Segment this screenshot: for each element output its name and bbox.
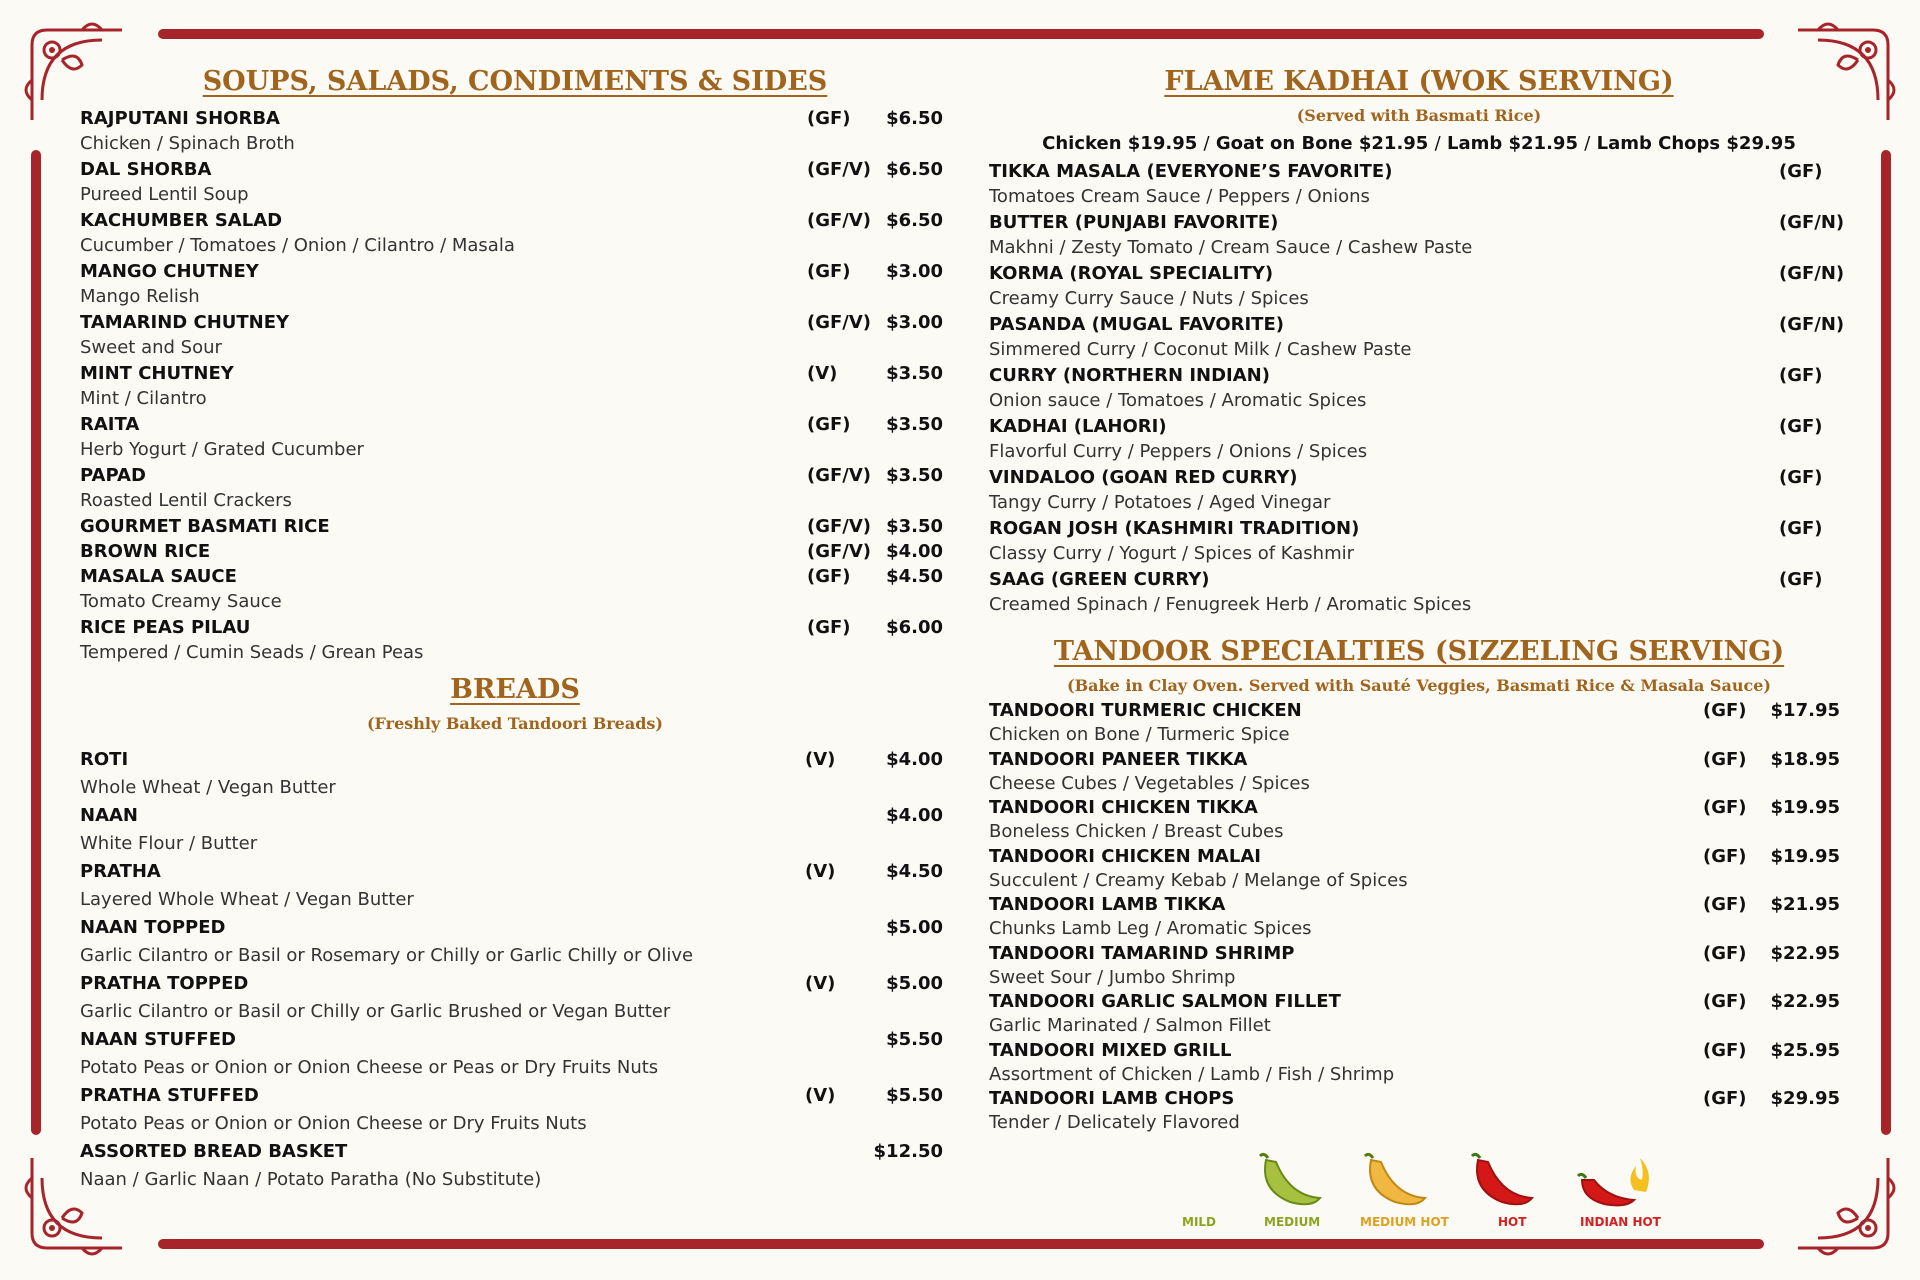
menu-item-diet-tag: (GF) xyxy=(1703,797,1747,818)
menu-item-diet-tag: (GF) xyxy=(1703,894,1747,915)
menu-item-diet-tag: (GF) xyxy=(807,566,851,587)
menu-item-name: KACHUMBER SALAD xyxy=(80,210,283,231)
menu-item-name: SAAG (GREEN CURRY) xyxy=(989,569,1210,590)
kadhai-section-title: FLAME KADHAI (WOK SERVING) xyxy=(1164,66,1674,97)
menu-item-name: PRATHA STUFFED xyxy=(80,1085,259,1106)
menu-item-price: $12.50 xyxy=(873,1141,943,1162)
menu-item-price: $4.00 xyxy=(886,749,943,770)
menu-item-name: TIKKA MASALA (EVERYONE’S FAVORITE) xyxy=(989,161,1393,182)
menu-item-description: Herb Yogurt / Grated Cucumber xyxy=(80,439,364,460)
menu-item-diet-tag: (GF) xyxy=(1703,942,1747,964)
menu-item-description: Flavorful Curry / Peppers / Onions / Spices xyxy=(989,441,1368,462)
frame-top-bar xyxy=(158,29,1764,39)
menu-item-name: PASANDA (MUGAL FAVORITE) xyxy=(989,314,1284,335)
menu-item-price: $19.95 xyxy=(1770,845,1840,867)
menu-item-diet-tag: (GF/V) xyxy=(807,516,872,537)
menu-item-description: White Flour / Butter xyxy=(80,833,258,854)
price-separator: / xyxy=(1584,133,1591,154)
menu-item-description: Potato Peas or Onion or Onion Cheese or Dry Fruits Nuts xyxy=(80,1113,587,1134)
kadhai-price-chicken: Chicken $19.95 xyxy=(1042,133,1198,154)
menu-item-diet-tag: (GF) xyxy=(1703,991,1747,1012)
menu-item-name: RAITA xyxy=(80,414,140,435)
menu-item-name: TANDOORI TURMERIC CHICKEN xyxy=(989,700,1302,721)
menu-item-name: MASALA SAUCE xyxy=(80,566,237,587)
menu-item-description: Garlic Cilantro or Basil or Chilly or Garlic Brushed or Vegan Butter xyxy=(80,1001,671,1022)
menu-item-description: Garlic Cilantro or Basil or Rosemary or Chilly or Garlic Chilly or Olive xyxy=(80,945,694,966)
menu-item-name: VINDALOO (GOAN RED CURRY) xyxy=(989,467,1298,488)
menu-item-name: TANDOORI GARLIC SALMON FILLET xyxy=(989,991,1341,1012)
menu-item-price: $5.50 xyxy=(886,1029,943,1050)
menu-item-diet-tag: (GF) xyxy=(807,261,851,282)
menu-item-diet-tag: (GF/V) xyxy=(807,159,872,180)
kadhai-price-lamb: Lamb $21.95 xyxy=(1446,133,1578,154)
menu-item-diet-tag: (GF) xyxy=(1779,569,1823,590)
menu-item-diet-tag: (GF/N) xyxy=(1779,263,1845,284)
menu-item-description: Layered Whole Wheat / Vegan Butter xyxy=(80,889,414,910)
menu-item-name: ROGAN JOSH (KASHMIRI TRADITION) xyxy=(989,518,1360,539)
menu-item-price: $6.00 xyxy=(886,617,943,638)
tandoor-section-title: TANDOOR SPECIALTIES (SIZZELING SERVING) xyxy=(1053,636,1785,667)
menu-item-description: Mint / Cilantro xyxy=(80,388,207,409)
spice-level-legend xyxy=(1160,1150,1680,1230)
menu-item-diet-tag: (GF) xyxy=(1779,365,1823,386)
menu-item-price: $5.50 xyxy=(886,1085,943,1106)
menu-item-price: $5.00 xyxy=(886,973,943,994)
menu-item-name: KORMA (ROYAL SPECIALITY) xyxy=(989,263,1274,284)
menu-item-diet-tag: (GF/N) xyxy=(1779,212,1845,233)
menu-item-diet-tag: (GF/V) xyxy=(807,541,872,562)
menu-item-price: $3.00 xyxy=(886,312,943,333)
menu-item-description: Tangy Curry / Potatoes / Aged Vinegar xyxy=(989,492,1331,513)
menu-item-description: Classy Curry / Yogurt / Spices of Kashmir xyxy=(989,543,1355,564)
menu-item-price: $5.00 xyxy=(886,917,943,938)
corner-ornament-icon xyxy=(22,1148,132,1258)
menu-item-price: $29.95 xyxy=(1770,1088,1840,1109)
menu-item-diet-tag: (GF) xyxy=(1703,1039,1747,1061)
menu-item-name: ASSORTED BREAD BASKET xyxy=(80,1141,348,1162)
menu-item-diet-tag: (GF) xyxy=(1779,161,1823,182)
menu-item-price: $22.95 xyxy=(1770,991,1840,1012)
menu-item-diet-tag: (V) xyxy=(805,973,836,994)
menu-item-price: $4.50 xyxy=(886,861,943,882)
kadhai-price-line xyxy=(989,133,1849,154)
menu-item-description: Chunks Lamb Leg / Aromatic Spices xyxy=(989,918,1312,939)
menu-item-description: Mango Relish xyxy=(80,286,200,307)
menu-item-diet-tag: (GF) xyxy=(1703,748,1747,770)
menu-item-price: $19.95 xyxy=(1770,797,1840,818)
menu-item-diet-tag: (V) xyxy=(807,363,838,384)
menu-item-description: Whole Wheat / Vegan Butter xyxy=(80,777,336,798)
menu-item-name: MANGO CHUTNEY xyxy=(80,261,259,282)
menu-item-name: PRATHA xyxy=(80,861,161,882)
menu-item-description: Naan / Garlic Naan / Potato Paratha (No Substitute) xyxy=(80,1169,542,1190)
menu-item-name: RICE PEAS PILAU xyxy=(80,617,251,638)
soups-section-title: SOUPS, SALADS, CONDIMENTS & SIDES xyxy=(202,66,828,97)
breads-section-title: BREADS xyxy=(450,674,580,705)
menu-item-description: Creamed Spinach / Fenugreek Herb / Aromatic Spices xyxy=(989,594,1472,615)
red-chili-icon xyxy=(1462,1150,1542,1210)
menu-item-price: $3.00 xyxy=(886,261,943,282)
menu-item-name: TANDOORI TAMARIND SHRIMP xyxy=(989,942,1295,964)
menu-item-description: Simmered Curry / Coconut Milk / Cashew Paste xyxy=(989,339,1412,360)
menu-item-description: Cucumber / Tomatoes / Onion / Cilantro / Masala xyxy=(80,235,515,256)
menu-item-price: $3.50 xyxy=(886,414,943,435)
menu-item-name: BUTTER (PUNJABI FAVORITE) xyxy=(989,212,1279,233)
kadhai-price-lamb-chops: Lamb Chops $29.95 xyxy=(1596,133,1796,154)
menu-item-price: $22.95 xyxy=(1770,942,1840,964)
flaming-chili-icon xyxy=(1568,1150,1658,1210)
menu-item-name: GOURMET BASMATI RICE xyxy=(80,516,330,537)
legend-label-hot: HOT xyxy=(1498,1215,1527,1229)
menu-item-price: $3.50 xyxy=(886,363,943,384)
menu-item-diet-tag: (GF) xyxy=(1779,416,1823,437)
menu-item-diet-tag: (GF) xyxy=(807,414,851,435)
menu-item-name: TANDOORI LAMB TIKKA xyxy=(989,894,1226,915)
menu-item-description: Sweet and Sour xyxy=(80,337,222,358)
menu-item-diet-tag: (GF/V) xyxy=(807,312,872,333)
menu-item-name: NAAN STUFFED xyxy=(80,1029,236,1050)
menu-item-name: TANDOORI CHICKEN MALAI xyxy=(989,845,1261,867)
legend-label-medium: MEDIUM xyxy=(1264,1215,1321,1229)
frame-left-bar xyxy=(31,150,41,1135)
menu-item-diet-tag: (GF/V) xyxy=(807,465,872,486)
menu-item-price: $3.50 xyxy=(886,516,943,537)
legend-label-mild: MILD xyxy=(1182,1215,1217,1229)
legend-label-medium-hot: MEDIUM HOT xyxy=(1360,1215,1449,1229)
menu-item-diet-tag: (GF) xyxy=(807,617,851,638)
kadhai-section-subtitle: (Served with Basmati Rice) xyxy=(1296,106,1542,125)
menu-item-diet-tag: (GF) xyxy=(1779,518,1823,539)
menu-item-diet-tag: (V) xyxy=(805,861,836,882)
menu-item-name: RAJPUTANI SHORBA xyxy=(80,108,280,129)
legend-label-indian-hot: INDIAN HOT xyxy=(1580,1215,1661,1229)
menu-item-price: $3.50 xyxy=(886,465,943,486)
menu-item-description: Tomatoes Cream Sauce / Peppers / Onions xyxy=(989,186,1370,207)
price-separator: / xyxy=(1203,133,1210,154)
menu-item-name: TAMARIND CHUTNEY xyxy=(80,312,290,333)
menu-item-description: Boneless Chicken / Breast Cubes xyxy=(989,821,1284,842)
menu-item-diet-tag: (GF/V) xyxy=(807,210,872,231)
menu-item-name: NAAN TOPPED xyxy=(80,917,226,938)
menu-item-name: TANDOORI CHICKEN TIKKA xyxy=(989,797,1258,818)
menu-item-name: BROWN RICE xyxy=(80,541,211,562)
tandoor-section-subtitle: (Bake in Clay Oven. Served with Sauté Veggies, Basmati Rice & Masala Sauce) xyxy=(1067,676,1771,695)
menu-item-description: Succulent / Creamy Kebab / Melange of Spices xyxy=(989,869,1408,891)
menu-item-description: Tempered / Cumin Seads / Grean Peas xyxy=(80,642,424,663)
menu-item-name: TANDOORI MIXED GRILL xyxy=(989,1039,1232,1061)
orange-chili-icon xyxy=(1355,1150,1435,1210)
menu-item-diet-tag: (GF) xyxy=(807,108,851,129)
menu-item-diet-tag: (V) xyxy=(805,1085,836,1106)
menu-item-price: $17.95 xyxy=(1770,700,1840,721)
menu-item-description: Chicken / Spinach Broth xyxy=(80,133,295,154)
menu-item-price: $18.95 xyxy=(1770,748,1840,770)
menu-item-description: Assortment of Chicken / Lamb / Fish / Shrimp xyxy=(989,1063,1395,1085)
menu-item-description: Pureed Lentil Soup xyxy=(80,184,249,205)
menu-item-diet-tag: (GF/N) xyxy=(1779,314,1845,335)
menu-item-description: Chicken on Bone / Turmeric Spice xyxy=(989,724,1290,745)
menu-item-price: $6.50 xyxy=(886,108,943,129)
menu-item-name: PAPAD xyxy=(80,465,146,486)
menu-item-name: MINT CHUTNEY xyxy=(80,363,234,384)
menu-item-price: $4.00 xyxy=(886,805,943,826)
menu-item-diet-tag: (GF) xyxy=(1703,700,1747,721)
frame-bottom-bar xyxy=(158,1239,1764,1249)
menu-item-description: Makhni / Zesty Tomato / Cream Sauce / Cashew Paste xyxy=(989,237,1473,258)
menu-item-price: $21.95 xyxy=(1770,894,1840,915)
breads-section-subtitle: (Freshly Baked Tandoori Breads) xyxy=(366,714,663,733)
menu-item-name: ROTI xyxy=(80,749,129,770)
menu-item-description: Garlic Marinated / Salmon Fillet xyxy=(989,1015,1271,1036)
frame-right-bar xyxy=(1881,150,1891,1135)
menu-item-description: Creamy Curry Sauce / Nuts / Spices xyxy=(989,288,1309,309)
menu-item-price: $4.50 xyxy=(886,566,943,587)
menu-item-name: KADHAI (LAHORI) xyxy=(989,416,1167,437)
menu-item-price: $6.50 xyxy=(886,159,943,180)
menu-item-name: NAAN xyxy=(80,805,138,826)
menu-item-description: Potato Peas or Onion or Onion Cheese or Peas or Dry Fruits Nuts xyxy=(80,1057,659,1078)
menu-item-description: Onion sauce / Tomatoes / Aromatic Spices xyxy=(989,390,1367,411)
menu-item-diet-tag: (V) xyxy=(805,749,836,770)
menu-item-description: Tender / Delicately Flavored xyxy=(989,1112,1240,1133)
menu-item-price: $25.95 xyxy=(1770,1039,1840,1061)
menu-item-description: Cheese Cubes / Vegetables / Spices xyxy=(989,772,1310,794)
menu-item-price: $6.50 xyxy=(886,210,943,231)
corner-ornament-icon xyxy=(1788,1148,1898,1258)
menu-item-diet-tag: (GF) xyxy=(1703,845,1747,867)
menu-item-diet-tag: (GF) xyxy=(1779,467,1823,488)
menu-item-name: TANDOORI LAMB CHOPS xyxy=(989,1088,1235,1109)
menu-item-description: Tomato Creamy Sauce xyxy=(80,591,282,612)
green-chili-icon xyxy=(1250,1150,1330,1210)
kadhai-price-goat: Goat on Bone $21.95 xyxy=(1215,133,1429,154)
menu-item-description: Roasted Lentil Crackers xyxy=(80,490,292,511)
menu-item-description: Sweet Sour / Jumbo Shrimp xyxy=(989,966,1236,988)
menu-item-name: CURRY (NORTHERN INDIAN) xyxy=(989,365,1270,386)
menu-item-price: $4.00 xyxy=(886,541,943,562)
price-separator: / xyxy=(1434,133,1441,154)
menu-item-name: TANDOORI PANEER TIKKA xyxy=(989,748,1248,770)
menu-item-name: DAL SHORBA xyxy=(80,159,212,180)
menu-item-diet-tag: (GF) xyxy=(1703,1088,1747,1109)
menu-item-name: PRATHA TOPPED xyxy=(80,973,249,994)
